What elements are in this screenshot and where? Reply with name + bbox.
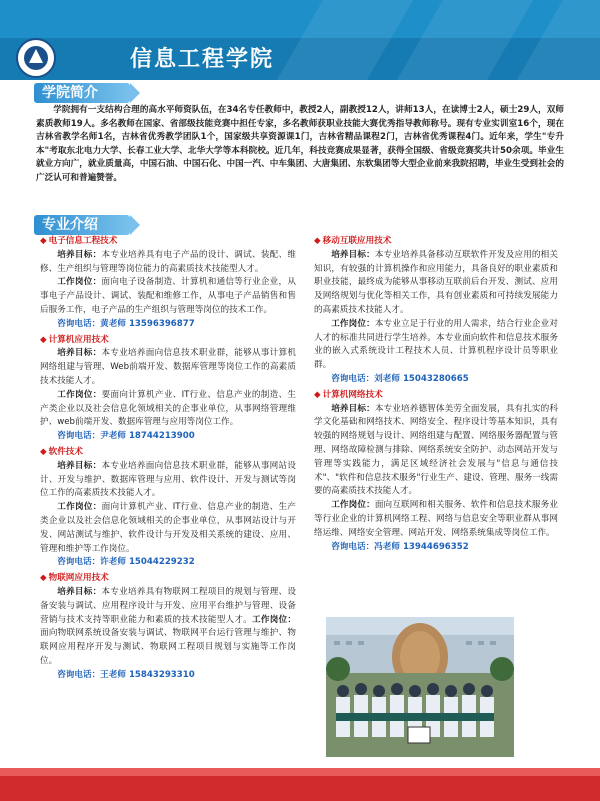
major-job: [40, 501, 296, 556]
job-label: 工作岗位：: [57, 277, 102, 288]
diamond-bullet-icon: ◆: [40, 573, 47, 584]
goal-label: 培养目标：: [331, 249, 375, 260]
section-heading-intro: [34, 83, 130, 103]
contact-text: 尹老师 18744213900: [100, 431, 195, 442]
goal-text: 本专业培养具备移动互联软件开发及应用的相关知识，有较强的计算机操作和应用能力，具备良好的职业素质和职业技能，最终成为能够从事移动互联前后台开发、测试、应用及网络规划与优化等相关工作，具有创业素质和可持续发展能力的高素质技术技能人才。: [314, 249, 558, 315]
job-text: 面向电子设备制造、计算机和通信等行业企业，从事电子产品设计、调试、装配和维修工作，从事电子产品销售和售后服务工作，电子产品的生产组织与管理等岗位的技术工作。: [40, 277, 296, 315]
major-job: [314, 499, 558, 540]
major-title: [40, 235, 296, 249]
major-title: [40, 446, 296, 460]
contact-label: 咨询电话：: [331, 541, 375, 552]
goal-text: 本专业培养德智体美劳全面发展，具有扎实的科学文化基础和网络技术、网络安全、程序设计等基本知识，具有较强的网络规划与设计、网络组建与配置、网络服务器配置与管理、网络故障检测与排除、网络系统安全防护、动态网站开发与管理等实践能力，满足区域经济社会发展与"信息与通信技术"、"软件和信息技术服务"行业生产、建设、管理、服务一线需要的高素质技术技能人才。: [314, 403, 558, 497]
contact-text: 刘老师 15043280665: [374, 373, 469, 384]
major-job: [314, 318, 558, 373]
job-text: 面向互联网和相关服务、软件和信息技术服务业等行业企业的计算机网络工程、网络与信息安全等职业群从事网络运维、网络安全管理、网站开发、网络系统集成等岗位工作。: [314, 500, 558, 538]
majors-left-column: [40, 235, 296, 685]
diamond-bullet-icon: ◆: [314, 389, 321, 400]
contact-label: 咨询电话：: [57, 669, 101, 680]
major-goal: [314, 249, 558, 318]
goal-text: 本专业培养面向信息技术职业群，能够从事网站设计、开发与维护、数据库管理与应用、软件设计、开发与测试等岗位工作的高素质技术技能人才。: [40, 460, 296, 499]
major-goal: [40, 347, 296, 388]
contact-label: 咨询电话：: [57, 431, 101, 442]
job-label: 工作岗位：: [331, 318, 375, 329]
page-number: 20: [528, 756, 544, 769]
major-name: 移动互联应用技术: [322, 236, 392, 246]
major-job: [40, 276, 296, 317]
major-goal: [40, 249, 296, 277]
job-text: 要面向计算机产业、IT行业、信息产业的制造、生产类企业以及社会信息化领域相关的企事业单位，从事网络管理维护、web前端开发、数据库管理与应用等岗位工作。: [40, 389, 296, 428]
diamond-bullet-icon: ◆: [40, 446, 47, 457]
contact-text: 许老师 15044229232: [100, 557, 195, 568]
major-block: [40, 572, 296, 682]
major-name: 软件技术: [48, 446, 83, 457]
job-text: 面向物联网系统设备安装与调试、物联网平台运行管理与维护、物联网应用程序开发与测试、物联网工程项目规划与实施等工作岗位。: [40, 628, 296, 666]
majors-right-column: [314, 235, 558, 556]
diamond-bullet-icon: ◆: [40, 334, 47, 345]
contact-text: 冯老师 13944696352: [374, 541, 469, 552]
major-goal: [40, 460, 296, 501]
section-heading-majors: [34, 215, 130, 235]
contact-phone: [40, 669, 296, 683]
goal-text: 本专业培养具有电子产品的设计、调试、装配、维修、生产组织与管理等岗位能力的高素质技术技能型人才。: [40, 249, 296, 274]
job-label: 工作岗位：: [331, 500, 375, 511]
diamond-bullet-icon: ◆: [40, 236, 47, 246]
job-text: 本专业立足于行业的用人需求，结合行业企业对人才的标准共同进行学生培养。本专业面向软件和信息技术服务业的嵌入式系统设计工程技术人员、计算机程序设计员等职业群。: [314, 318, 558, 371]
footer-band: [0, 768, 600, 801]
contact-phone: [314, 541, 558, 555]
major-title: [40, 334, 296, 348]
contact-text: 黄老师 13596396877: [100, 318, 195, 329]
major-job: [40, 389, 296, 430]
contact-phone: [40, 318, 296, 332]
job-label: 工作岗位：: [252, 614, 296, 625]
goal-label: 培养目标：: [57, 249, 102, 260]
page-title: 信息工程学院: [130, 47, 275, 72]
goal-text: 本专业培养具有物联网工程项目的规划与管理、设备安装与调试、应用程序设计与开发、应用平台维护与管理、设备营销与技术支持等职业能力和素质的技术技能型人才。: [40, 586, 296, 625]
goal-text: 本专业培养面向信息技术职业群，能够从事计算机网络组建与管理、Web前端开发、数据库管理等岗位工作的高素质技术技能人才。: [40, 348, 296, 386]
goal-label: 培养目标：: [57, 460, 102, 471]
major-title: [314, 235, 558, 249]
goal-label: 培养目标：: [57, 348, 102, 359]
contact-phone: [40, 556, 296, 570]
major-block: [40, 334, 296, 444]
major-title: [40, 572, 296, 586]
contact-label: 咨询电话：: [57, 318, 101, 329]
major-block: [40, 235, 296, 332]
major-block: [314, 235, 558, 387]
student-group-photo: [326, 617, 514, 757]
college-logo-icon: [16, 38, 56, 78]
major-block: [40, 446, 296, 570]
goal-label: 培养目标：: [57, 586, 102, 597]
major-name: 计算机网络技术: [322, 389, 383, 400]
diamond-bullet-icon: ◆: [314, 236, 321, 246]
goal-label: 培养目标：: [331, 403, 375, 414]
major-name: 计算机应用技术: [48, 334, 109, 345]
contact-phone: [40, 430, 296, 444]
contact-text: 王老师 15843293310: [100, 669, 195, 680]
major-name: 物联网应用技术: [48, 573, 109, 584]
major-title: [314, 389, 558, 403]
intro-paragraph: 学院拥有一支结构合理的高水平师资队伍，在34名专任教师中，教授2人，副教授12人，讲师13人，在读博士2人，硕士29人，双师素质教师19人。多名教师在国家、省部级技能竞赛中担任专家，多名教师获职业技能大赛优秀指导教师称号。现有专业实训室16个，现在吉林省教学名师1名，吉林省优秀教学团队1个，国家级共享资源课1门，吉林省精品课程2门，吉林省优秀课程4门。近年来，学生"专升本"考取东北电力大学、长春工业大学、北华大学等本科院校。近几年，科技竞赛成果显著，获得全国级、省级竞赛奖共计50余项。毕业生就业方向广，就业质量高，中国石油、中国石化、中国一汽、中车集团、大唐集团、东软集团等大型企业前来我院招聘，毕业生受到社会的广泛认可和普遍赞誉。: [36, 105, 564, 183]
major-name: 电子信息工程技术: [48, 236, 118, 246]
job-label: 工作岗位：: [57, 389, 102, 400]
major-goal: [314, 403, 558, 500]
section-heading-label: 专业介绍: [42, 217, 98, 233]
job-text: 面向计算机产业、IT行业、信息产业的制造、生产类企业以及社会信息化领域相关的企事业单位，从事网站设计与开发、网站测试与维护、软件设计与开发及相关系统的建设、应用、管理和维护等工作岗位。: [40, 502, 296, 554]
header-banner: [0, 0, 600, 80]
contact-phone: [314, 373, 558, 387]
contact-label: 咨询电话：: [331, 373, 375, 384]
contact-label: 咨询电话：: [57, 557, 101, 568]
major-block: [314, 389, 558, 555]
major-goal: [40, 586, 296, 669]
section-heading-label: 学院简介: [42, 85, 98, 101]
job-label: 工作岗位：: [57, 502, 102, 513]
